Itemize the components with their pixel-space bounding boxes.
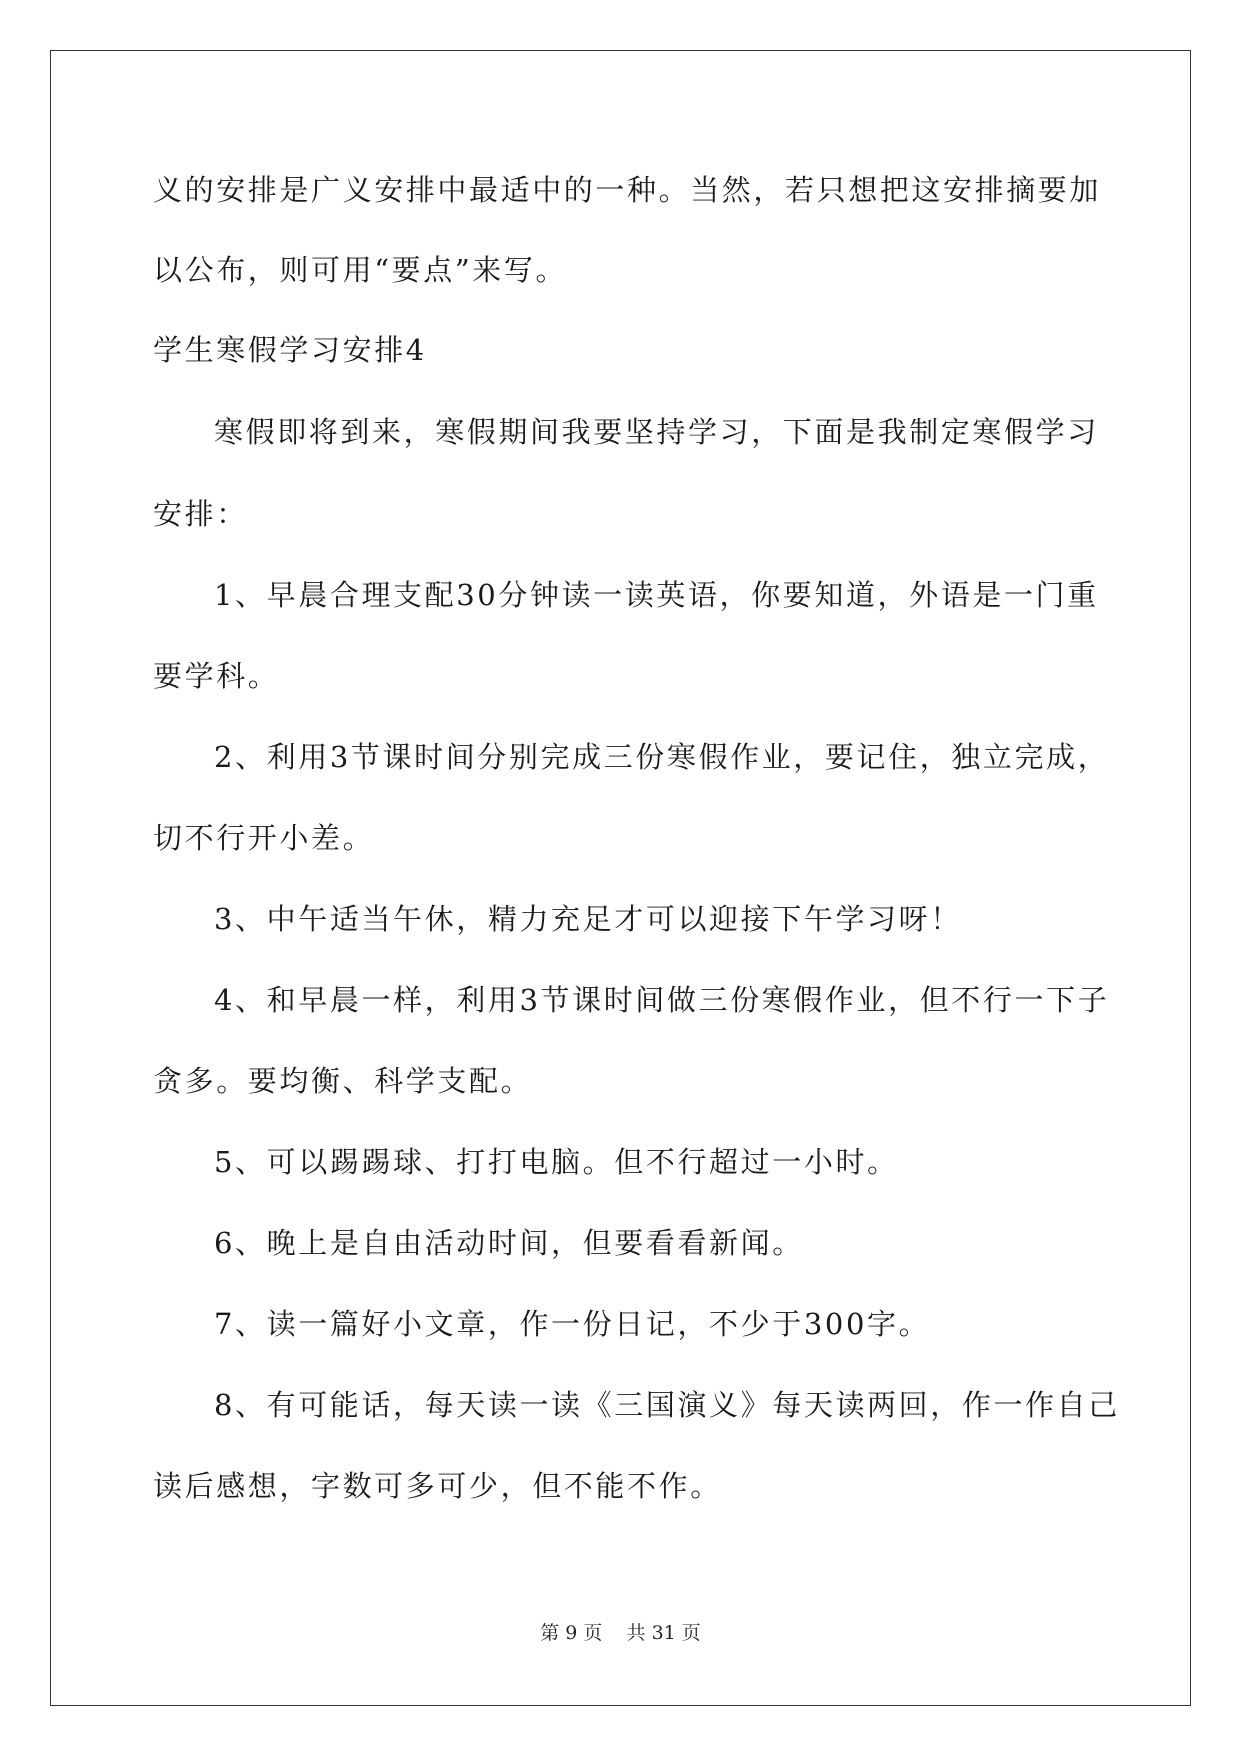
page-number-footer: 第 9 页 共 31 页 [540,1622,701,1644]
list-item: 8、有可能话，每天读一读《三国演义》每天读两回，作一作自己 [214,1388,1120,1422]
section-heading: 学生寒假学习安排4 [153,333,427,367]
text-line: 寒假即将到来，寒假期间我要坚持学习，下面是我制定寒假学习 [214,415,1099,449]
list-item: 7、读一篇好小文章，作一份日记，不少于300字。 [214,1307,931,1341]
list-item: 5、可以踢踢球、打打电脑。但不行超过一小时。 [214,1145,899,1179]
text-line: 安排： [153,497,248,531]
list-item: 1、早晨合理支配30分钟读一读英语，你要知道，外语是一门重 [214,578,1099,612]
list-item: 6、晚上是自由活动时间，但要看看新闻。 [214,1226,804,1260]
list-item: 4、和早晨一样，利用3节课时间做三份寒假作业，但不行一下子 [214,983,1110,1017]
list-item: 3、中午适当午休，精力充足才可以迎接下午学习呀！ [214,902,962,936]
text-line: 切不行开小差。 [153,821,375,855]
text-line: 贪多。要均衡、科学支配。 [153,1064,533,1098]
list-item: 2、利用3节课时间分别完成三份寒假作业，要记住，独立完成， [214,740,1110,774]
page-border [50,50,1191,1706]
text-line: 要学科。 [153,659,280,693]
text-line: 义的安排是广义安排中最适中的一种。当然，若只想把这安排摘要加 [153,173,1102,207]
text-line: 读后感想，字数可多可少，但不能不作。 [153,1469,722,1503]
text-line: 以公布，则可用“要点”来写。 [153,253,568,287]
